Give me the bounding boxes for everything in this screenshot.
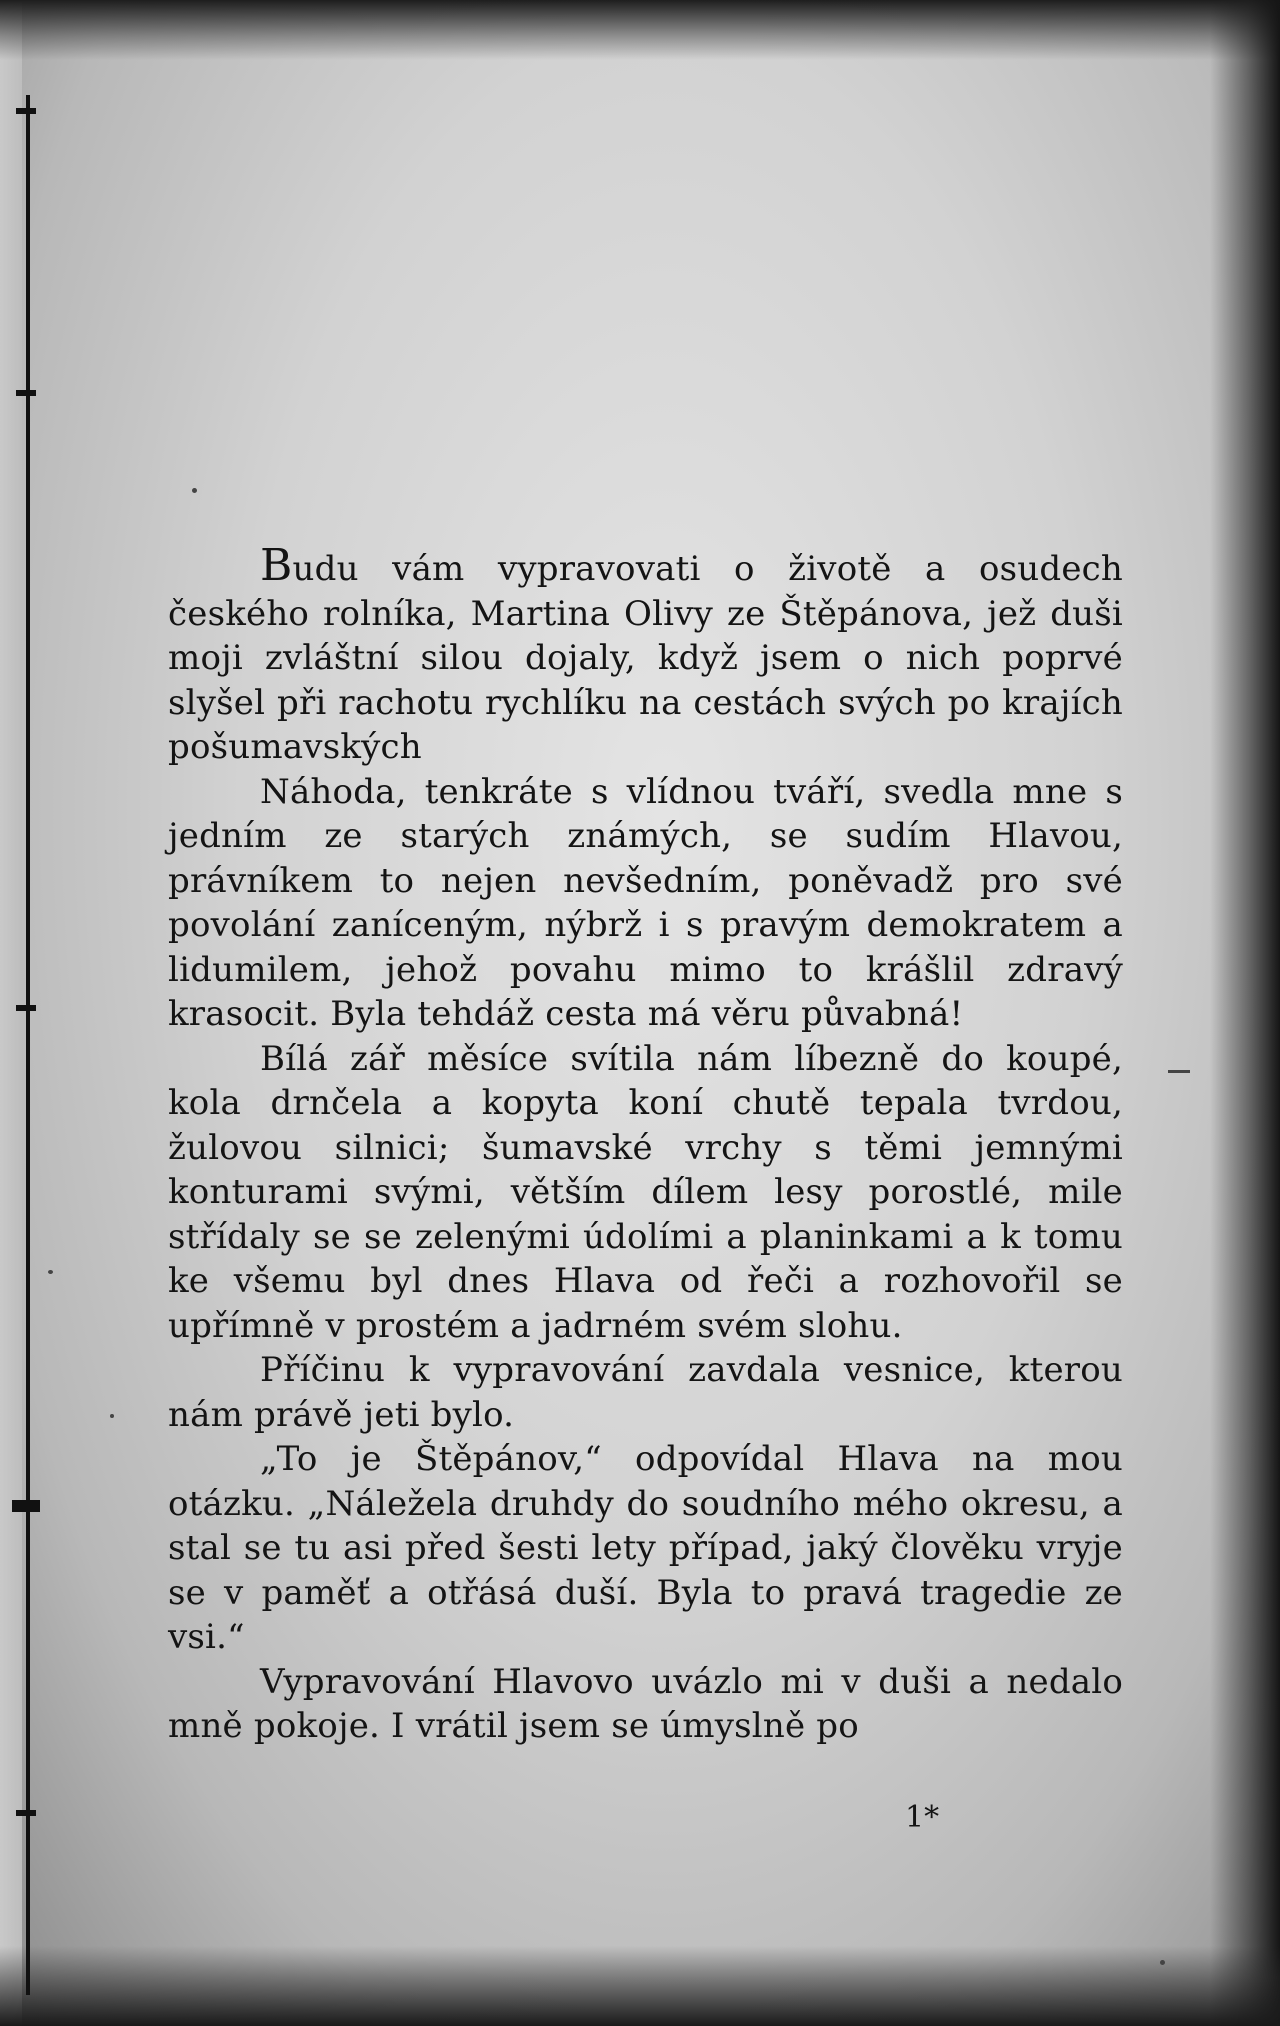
paragraph: Vypravování Hlavovo uvázlo mi v duši a nedalo mně pokoje. I vrátil jsem se úmyslně po — [168, 1661, 1123, 1746]
paragraph: Náhoda, tenkráte s vlídnou tváří, svedla mne s jedním ze starých známých, se sudím Hlavou, právníkem to nejen nevšedním, poněvadž pro své povolání zaníceným, nýbrž i s pravým demokratem a lidumilem, jehož povahu mimo to krášlil zdravý krasocit. Byla tehdáž cesta má věru půvabná! — [168, 771, 1123, 1034]
paragraph: Příčinu k vypravování zavdala vesnice, kterou nám právě jeti bylo. — [168, 1350, 1123, 1435]
speck — [1168, 1070, 1190, 1073]
speck — [192, 488, 197, 493]
paragraph: „To je Štěpánov,“ odpovídal Hlava na mou otázku. „Náležela druhdy do soudního mého okresu, a stal se tu asi před šesti lety případ, jaký člověku vryje se v paměť a otřásá duší. Byla to pravá tragedie ze vsi.“ — [168, 1439, 1123, 1657]
speck — [1160, 1960, 1165, 1965]
binding-mark — [16, 390, 36, 396]
page-number: 1* — [905, 1800, 940, 1835]
binding-mark — [16, 1810, 36, 1816]
binding-mark — [16, 1005, 36, 1011]
page-right-shadow — [1210, 0, 1280, 2026]
paragraph: Budu vám vypravovati o životě a osudech českého rolníka, Martina Olivy ze Štěpánova, jež duši moji zvláštní silou dojaly, když jsem o nich poprvé slyšel při rachotu rychlíku na cestách svých po krajích pošumavských — [168, 540, 1123, 767]
paragraph: Bílá zář měsíce svítila nám líbezně do koupé, kola drnčela a kopyta koní chutě tepala tvrdou, žulovou silnici; šumavské vrchy s těmi jemnými konturami svými, větším dílem lesy porostlé, mile střídaly se se zelenými údolími a planinkami a k tomu ke všemu byl dnes Hlava od řeči a rozhovořil se upřímně v prostém a jadrném svém slohu. — [168, 1038, 1123, 1346]
speck — [48, 1270, 53, 1274]
binding-mark — [16, 108, 36, 114]
page-top-shadow — [0, 0, 1280, 60]
page-left-margin — [0, 0, 22, 2026]
speck — [110, 1414, 114, 1418]
binding-line — [26, 95, 30, 1995]
page-bottom-shadow — [0, 1946, 1280, 2026]
body-text — [168, 540, 1123, 1749]
binding-mark — [12, 1500, 40, 1512]
